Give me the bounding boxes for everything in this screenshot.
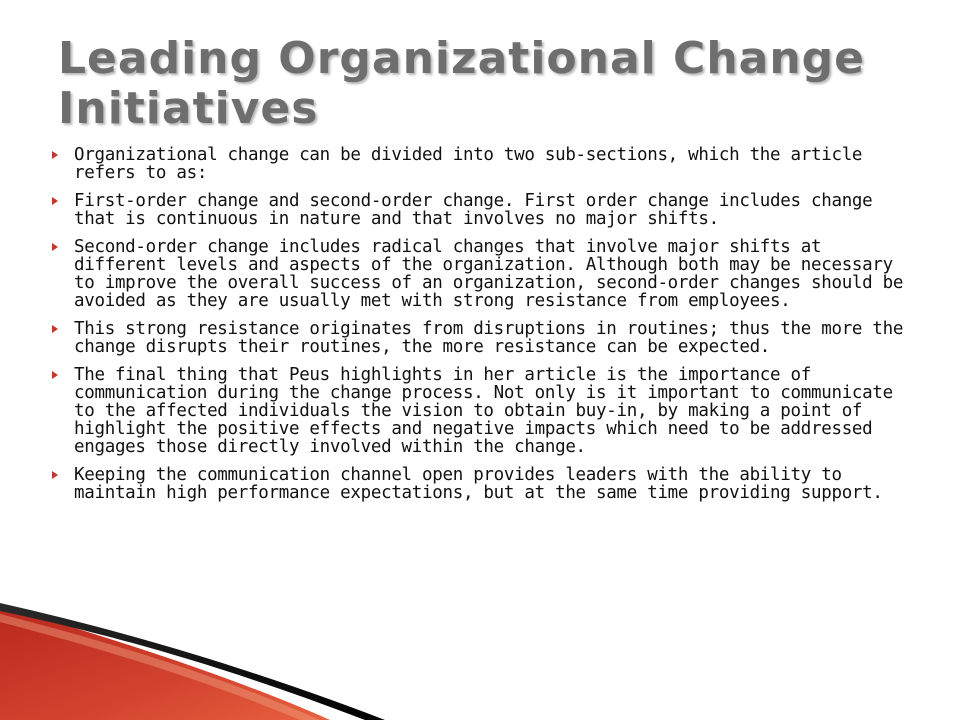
bullet-item [46, 366, 921, 456]
triangle-bullet-icon [52, 151, 58, 159]
bullet-item [46, 466, 921, 502]
triangle-bullet-icon [52, 243, 58, 251]
bullet-text: Second-order change includes radical changes that involve major shifts at different levels and aspects of the organization. Although both may be necessary to improve the overall success of an organization, second-order changes should be avoided as they are usually met with strong resistance from employees. [74, 237, 904, 311]
swoosh-red-shape [0, 606, 330, 720]
triangle-bullet-icon [52, 325, 58, 333]
bullet-text: Keeping the communication channel open provides leaders with the ability to maintain high performance expectations, but at the same time providing support. [74, 465, 883, 503]
bullet-text: First-order change and second-order change. First order change includes change that is continuous in nature and that involves no major shifts. [74, 191, 873, 229]
bullet-item [46, 238, 921, 310]
triangle-bullet-icon [52, 471, 58, 479]
slide-title: Leading Organizational Change Initiatives [58, 33, 866, 134]
swoosh-dark-stroke [0, 603, 385, 720]
bullet-list [46, 146, 921, 512]
bullet-item [46, 146, 921, 182]
triangle-bullet-icon [52, 371, 58, 379]
bullet-item [46, 320, 921, 356]
triangle-bullet-icon [52, 197, 58, 205]
bullet-text: Organizational change can be divided into two sub-sections, which the article refers to as: [74, 145, 863, 183]
bullet-text: The final thing that Peus highlights in her article is the importance of communication during the change process. Not only is it important to communicate to the affected individuals the vision to obtain buy-in, by making a point of highlight the positive effects and negative impacts which need to be addressed engages those directly involved within the change. [74, 365, 893, 457]
bullet-text: This strong resistance originates from disruptions in routines; thus the more the change disrupts their routines, the more resistance can be expected. [74, 319, 904, 357]
swoosh-light-edge [0, 614, 320, 720]
bullet-item [46, 192, 921, 228]
